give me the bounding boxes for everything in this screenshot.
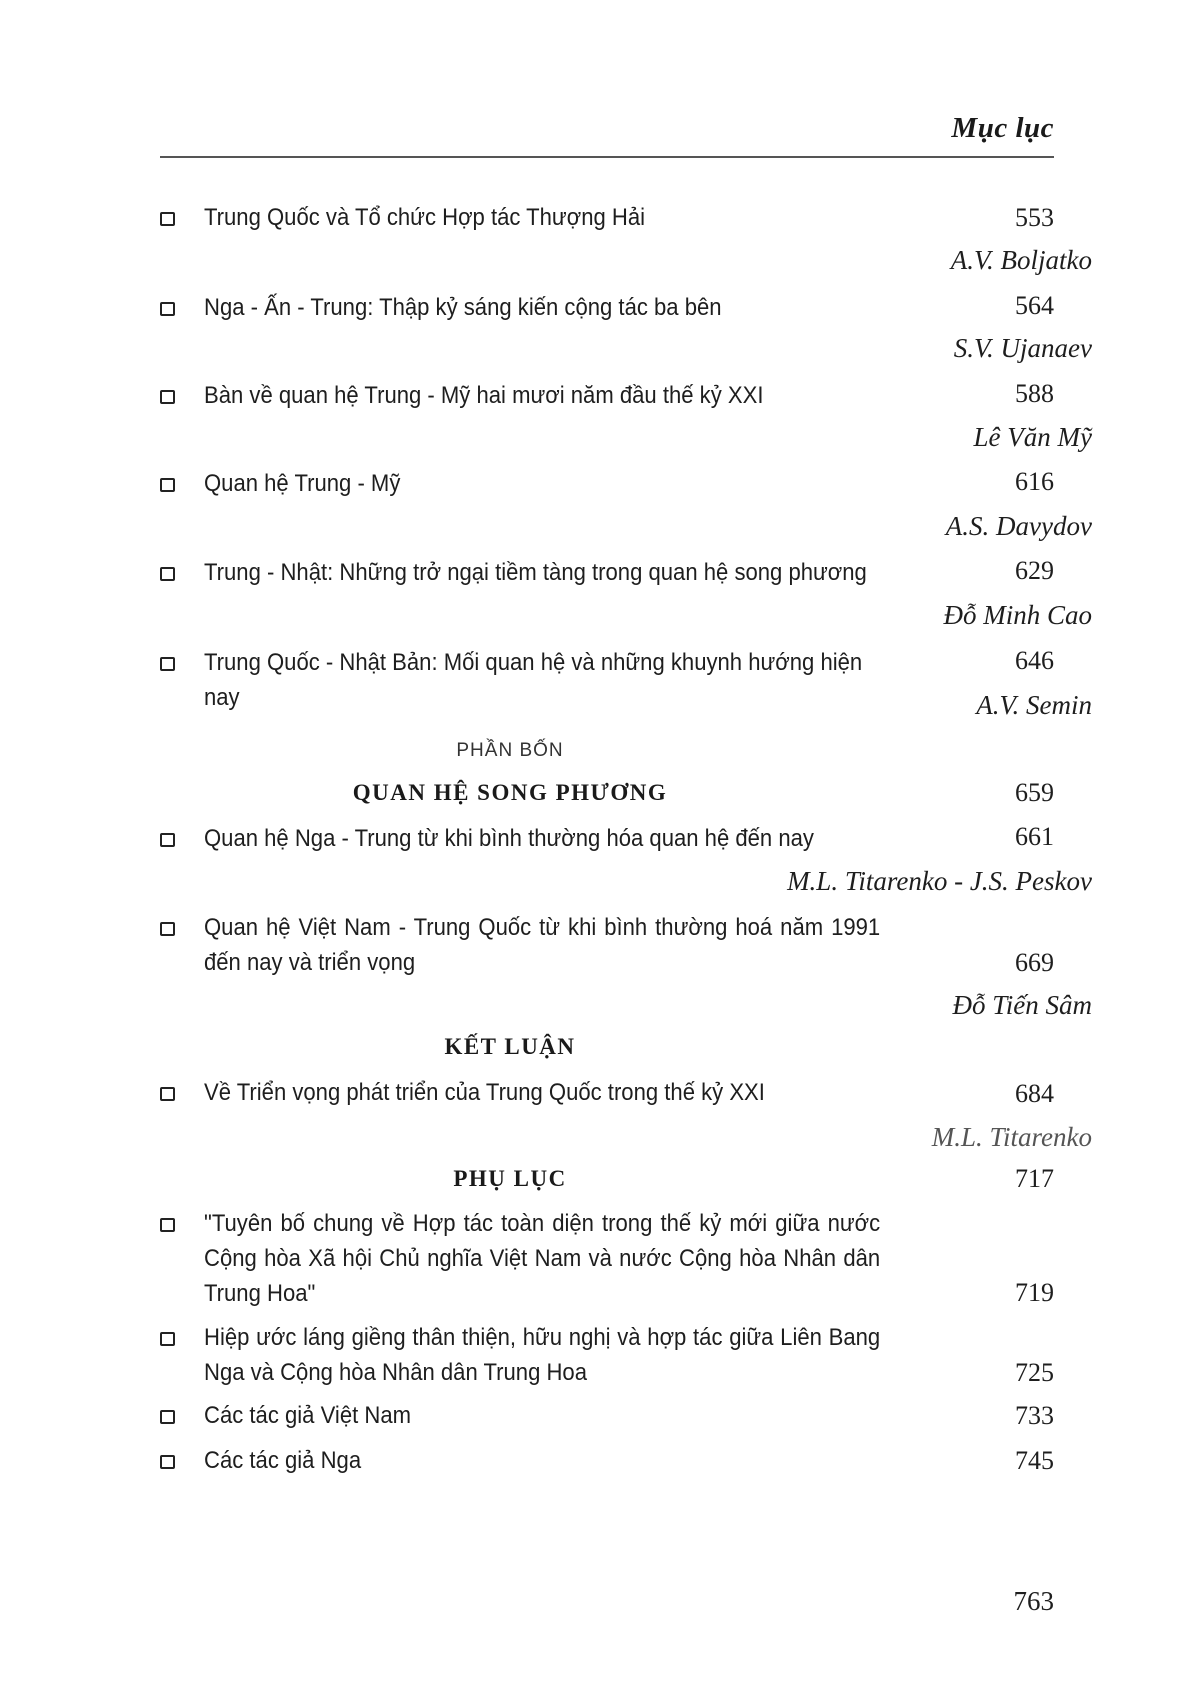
entry-page-number: 725: [1015, 1358, 1054, 1387]
section-heading: QUAN HỆ SONG PHƯƠNG: [352, 780, 668, 805]
entry-title: Các tác giả Nga: [204, 1447, 362, 1474]
entry-title: Quan hệ Việt Nam - Trung Quốc từ khi bình thường hoá năm 1991 đến nay và triển vọng: [204, 914, 881, 976]
entry-page-number: 629: [1015, 556, 1054, 585]
section-page-number: 717: [1015, 1164, 1054, 1193]
checkbox-bullet-icon: [160, 478, 175, 492]
entry-title: "Tuyên bố chung về Hợp tác toàn diện trong thế kỷ mới giữa nước Cộng hòa Xã hội Chủ nghĩa Việt Nam và nước Cộng hòa Nhân dân Trung Hoa": [204, 1210, 881, 1307]
checkbox-bullet-icon: [160, 1218, 175, 1232]
entry-author: M.L. Titarenko - J.S. Peskov: [787, 866, 1092, 896]
entry-author: Đỗ Tiến Sâm: [952, 990, 1092, 1020]
entry-title: Bàn về quan hệ Trung - Mỹ hai mươi năm đầu thế kỷ XXI: [204, 382, 764, 409]
checkbox-bullet-icon: [160, 657, 175, 671]
checkbox-bullet-icon: [160, 567, 175, 581]
entry-page-number: 745: [1015, 1446, 1054, 1475]
conclusion-heading: KẾT LUẬN: [444, 1034, 576, 1059]
entry-title: Nga - Ấn - Trung: Thập kỷ sáng kiến cộng tác ba bên: [204, 294, 722, 321]
entry-title: Hiệp ước láng giềng thân thiện, hữu nghị và hợp tác giữa Liên Bang Nga và Cộng hòa Nhân dân Trung Hoa: [204, 1324, 881, 1386]
entry-title: Quan hệ Trung - Mỹ: [204, 470, 401, 497]
entry-author: A.V. Semin: [976, 690, 1092, 720]
entry-page-number: 661: [1015, 822, 1054, 851]
running-head: Mục lục: [951, 112, 1054, 144]
checkbox-bullet-icon: [160, 922, 175, 936]
entry-author: A.V. Boljatko: [950, 245, 1092, 275]
checkbox-bullet-icon: [160, 302, 175, 316]
entry-title: Trung - Nhật: Những trở ngại tiềm tàng trong quan hệ song phương: [204, 559, 867, 586]
entry-page-number: 616: [1015, 467, 1054, 496]
entry-title: Về Triển vọng phát triển của Trung Quốc trong thế kỷ XXI: [204, 1079, 765, 1106]
page-number: 763: [1013, 1586, 1054, 1616]
appendix-heading: PHỤ LỤC: [453, 1166, 567, 1191]
part-label: PHẦN BỐN: [456, 740, 564, 761]
entry-page-number: 669: [1015, 948, 1054, 977]
entry-author: Đỗ Minh Cao: [943, 600, 1092, 630]
entry-title: Trung Quốc và Tổ chức Hợp tác Thượng Hải: [204, 204, 646, 231]
entry-title: Trung Quốc - Nhật Bản: Mối quan hệ và những khuynh hướng hiện nay: [204, 649, 863, 711]
entry-page-number: 588: [1015, 379, 1054, 408]
checkbox-bullet-icon: [160, 1087, 175, 1101]
entry-page-number: 733: [1015, 1401, 1054, 1430]
entry-author: Lê Văn Mỹ: [973, 422, 1092, 452]
checkbox-bullet-icon: [160, 1332, 175, 1346]
checkbox-bullet-icon: [160, 833, 175, 847]
entry-author: S.V. Ujanaev: [953, 333, 1092, 363]
entry-author: A.S. Davydov: [945, 511, 1092, 541]
entry-author: M.L. Titarenko: [931, 1122, 1092, 1152]
entry-title: Các tác giả Việt Nam: [204, 1402, 411, 1429]
entry-page-number: 646: [1015, 646, 1054, 675]
checkbox-bullet-icon: [160, 1455, 175, 1469]
entry-page-number: 684: [1015, 1079, 1054, 1108]
entry-page-number: 719: [1015, 1278, 1054, 1307]
entry-page-number: 564: [1015, 291, 1054, 320]
checkbox-bullet-icon: [160, 1410, 175, 1424]
checkbox-bullet-icon: [160, 212, 175, 226]
header-rule: [160, 156, 1054, 158]
checkbox-bullet-icon: [160, 390, 175, 404]
entry-title: Quan hệ Nga - Trung từ khi bình thường hóa quan hệ đến nay: [204, 825, 814, 852]
entry-page-number: 553: [1015, 203, 1054, 232]
section-page-number: 659: [1015, 778, 1054, 807]
